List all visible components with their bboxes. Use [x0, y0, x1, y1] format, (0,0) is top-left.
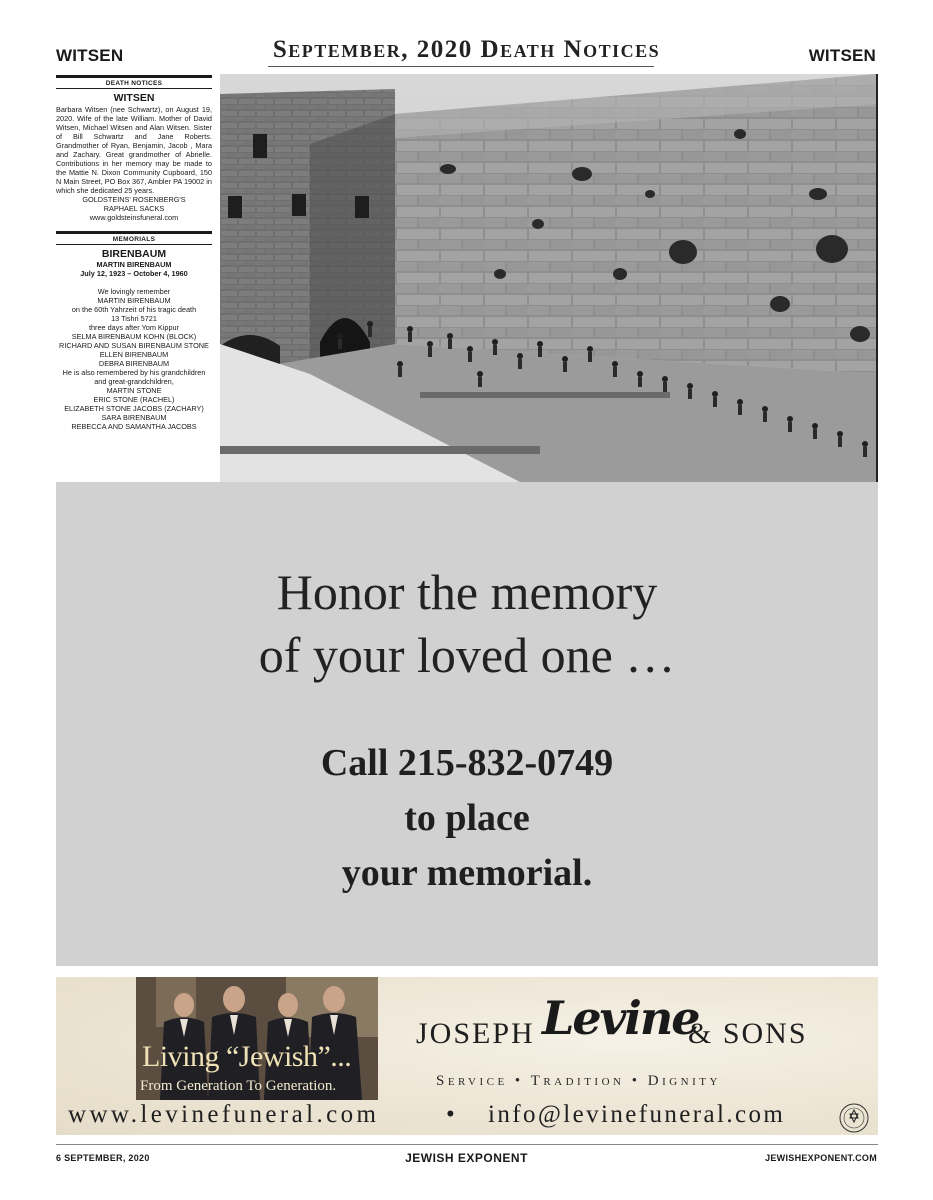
memorial-line: He is also remembered by his grandchildren	[62, 368, 206, 377]
contact-separator: •	[446, 1101, 455, 1128]
levine-website[interactable]: www.levinefuneral.com	[68, 1101, 380, 1128]
levine-funeral-ad	[56, 977, 878, 1135]
left-column	[56, 75, 212, 431]
memorial-line: SARA BIRENBAUM	[101, 413, 167, 422]
memorial-line: ERIC STONE (RACHEL)	[93, 395, 175, 404]
memorial-line: DEBRA BIRENBAUM	[98, 359, 170, 368]
footer-rule	[56, 1144, 878, 1145]
brand-tagline: Service • Tradition • Dignity	[436, 1073, 721, 1089]
memorial-line: ELLEN BIRENBAUM	[99, 350, 169, 359]
generation-slogan: From Generation To Generation.	[140, 1078, 337, 1094]
memorial-line: and great-grandchildren,	[94, 377, 174, 386]
western-wall-photo	[220, 74, 878, 482]
title-rule	[268, 66, 654, 67]
brand-joseph: JOSEPH	[416, 1017, 535, 1050]
memorial-line: three days after Yom Kippur	[88, 323, 180, 332]
funeral-home-line-1: GOLDSTEINS' ROSENBERG'S	[82, 195, 186, 204]
memorial-line: MARTIN STONE	[106, 386, 162, 395]
memorial-line: on the 60th Yahrzeit of his tragic death	[71, 305, 197, 314]
brand-levine-script: Levine	[542, 991, 699, 1045]
seal-icon	[839, 1103, 869, 1133]
memorial-line: We lovingly remember	[97, 287, 171, 296]
footer-publication: JEWISH EXPONENT	[405, 1151, 528, 1165]
memorial-line: RICHARD AND SUSAN BIRENBAUM STONE	[59, 341, 209, 350]
memorial-ad	[56, 482, 878, 966]
death-notice-name: WITSEN	[113, 92, 155, 104]
ad-call-line-2: to place	[404, 797, 530, 839]
ad-call-line-3: your memorial.	[341, 852, 593, 894]
memorial-line: MARTIN BIRENBAUM	[97, 296, 171, 305]
memorial-line: ELIZABETH STONE JACOBS (ZACHARY)	[64, 404, 204, 413]
header-right-name: WITSEN	[808, 46, 876, 65]
death-notices-section-label: DEATH NOTICES	[56, 75, 212, 89]
ad-headline-line-1: Honor the memory	[276, 564, 658, 620]
footer-website: JEWISHEXPONENT.COM	[765, 1153, 877, 1163]
ad-headline-line-2: of your loved one …	[258, 627, 676, 683]
memorial-line: 13 Tishri 5721	[111, 314, 157, 323]
memorial-full-name: MARTIN BIRENBAUM	[96, 260, 172, 269]
brand-sons: & SONS	[688, 1017, 808, 1050]
levine-email[interactable]: info@levinefuneral.com	[488, 1101, 786, 1128]
death-notice-body: Barbara Witsen (nee Schwartz), on August 19, 2020. Wife of the late William. Mother of David Witsen, Michael Witsen and Alan Witsen. Sister of Bill Schwartz and Jane Roberts. Grandmother of Ryan, Benjamin, Jacob , Mara and Zachary. Great grandmother of Abrielle. Contributions in her memory may be made to the Mattie N. Dixon Community Cupboard, 150 N Main Street, PO Box 367, Ambler PA 19002 in which she dedicated 25 years.	[56, 105, 212, 195]
memorial-lines	[56, 287, 212, 431]
ad-call-number: Call 215-832-0749	[320, 742, 614, 784]
funeral-home-website: www.goldsteinsfuneral.com	[89, 213, 179, 222]
memorial-dates: July 12, 1923 – October 4, 1960	[80, 269, 188, 278]
living-jewish-slogan: Living “Jewish”...	[142, 1040, 352, 1073]
memorials-section-label: MEMORIALS	[56, 231, 212, 245]
memorial-line: REBECCA AND SAMANTHA JACOBS	[71, 422, 197, 431]
memorial-line: SELMA BIRENBAUM KOHN (BLOCK)	[71, 332, 197, 341]
funeral-home-line-2: RAPHAEL SACKS	[103, 204, 165, 213]
footer-page-date: 6 SEPTEMBER, 2020	[56, 1153, 150, 1163]
header-left-name: WITSEN	[56, 46, 124, 65]
page-title: September, 2020 Death Notices	[272, 36, 661, 63]
memorial-name: BIRENBAUM	[101, 248, 167, 260]
